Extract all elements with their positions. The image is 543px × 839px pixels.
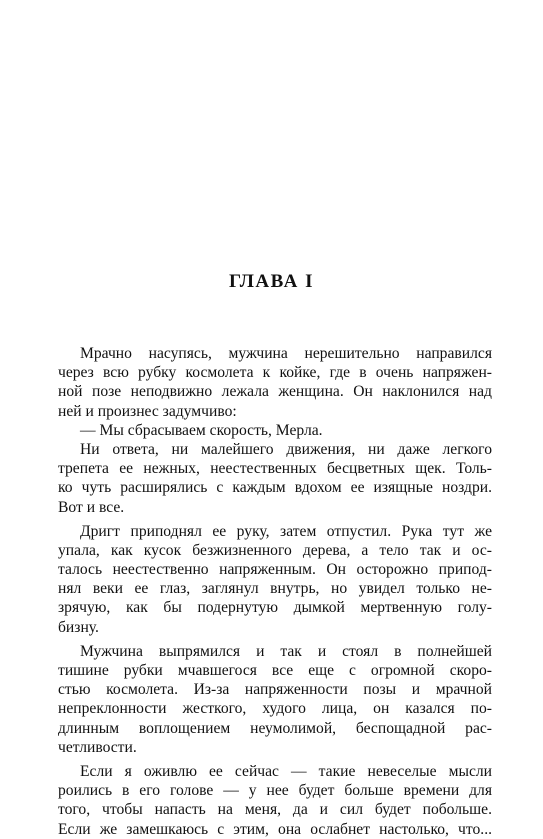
chapter-title: ГЛАВА I <box>229 271 314 292</box>
text-line: ко чуть расширялись с каждым вдохом ее изящные ноздри. <box>58 479 492 497</box>
text-line: талось неестественно напряженным. Он осторожно припод- <box>58 561 492 579</box>
text-line: Если же замешкаюсь с этим, она ослабнет настолько, что... <box>58 820 492 838</box>
paragraph-6 <box>58 762 492 839</box>
text-line: через всю рубку космолета к койке, где в очень напряжен- <box>58 364 492 382</box>
text-line: длинным воплощением неумолимой, беспощадной рас- <box>58 719 492 737</box>
text-line: Мрачно насупясь, мужчина нерешительно направился <box>80 345 492 362</box>
text-line: Дригт приподнял ее руку, затем отпустил. Рука тут же <box>80 522 492 540</box>
paragraph-4 <box>58 522 492 637</box>
text-line: Если я оживлю ее сейчас — такие невеселые мысли <box>80 762 492 780</box>
text-line: роились в его голове — у нее будет больше времени для <box>58 782 492 800</box>
text-line: Вот и все. <box>58 498 125 516</box>
paragraph-3 <box>58 440 492 517</box>
text-line: Ни ответа, ни малейшего движения, ни даже легкого <box>80 440 492 458</box>
chapter-body <box>58 344 492 839</box>
text-line: ней и произнес задумчиво: <box>58 402 237 420</box>
text-line: стью космолета. Из-за напряженности позы и мрачной <box>58 681 492 699</box>
paragraph-5 <box>58 642 492 757</box>
text-line: тишине рубки мчавшегося все еще с огромной скоро- <box>58 662 492 679</box>
text-line: бизну. <box>58 618 99 636</box>
paragraph-1 <box>58 344 492 421</box>
text-line: — Мы сбрасываем скорость, Мерла. <box>80 421 323 439</box>
text-line: трепета ее нежных, неестественных бесцветных щек. Толь- <box>58 460 492 478</box>
text-line: нял веки ее глаз, заглянул внутрь, но увидел только не- <box>58 580 492 598</box>
text-line: Мужчина выпрямился и так и стоял в полнейшей <box>80 642 492 660</box>
text-line: упала, как кусок безжизненного дерева, а тело так и ос- <box>58 541 492 559</box>
text-line: зрячую, как бы подернутую дымкой мертвенную голу- <box>58 599 492 617</box>
text-line: того, чтобы напасть на меня, да и сил будет побольше. <box>58 801 492 819</box>
text-line: ной позе неподвижно лежала женщина. Он наклонился над <box>58 383 492 401</box>
text-line: четливости. <box>58 738 137 756</box>
paragraph-2 <box>58 421 492 440</box>
text-line: непреклонности жесткого, худого лица, он казался по- <box>58 700 492 718</box>
